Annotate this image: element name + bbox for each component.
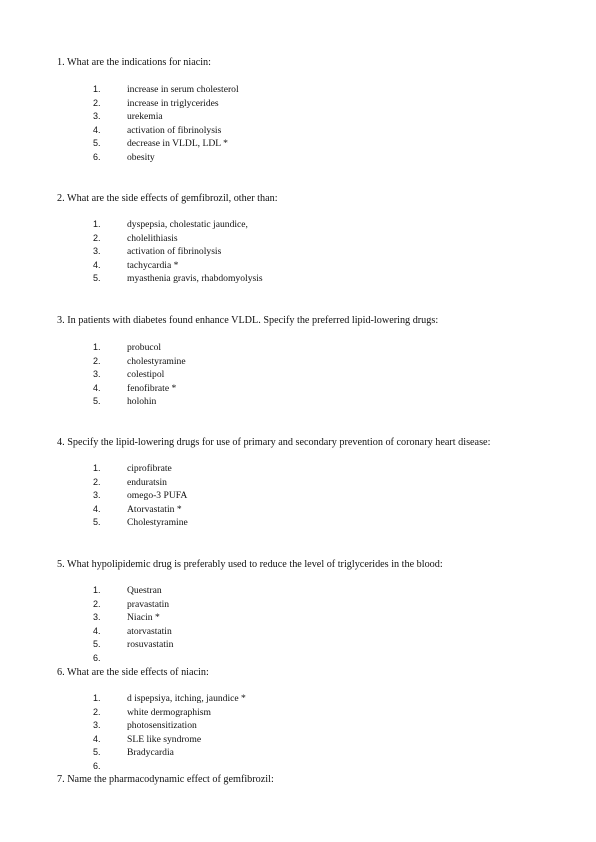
answer-option	[0, 625, 596, 639]
option-text: decrease in VLDL, LDL *	[127, 138, 228, 149]
option-text: cholelithiasis	[127, 232, 178, 244]
option-text: white dermographism	[127, 706, 211, 718]
option-text: Cholestyramine	[127, 517, 188, 528]
answer-option	[0, 598, 596, 612]
answer-option	[0, 638, 596, 652]
option-number: 6.	[93, 760, 101, 771]
option-number: 2.	[93, 355, 101, 366]
answer-option	[0, 760, 596, 774]
option-text: increase in serum cholesterol	[127, 84, 239, 95]
option-number: 2.	[93, 476, 101, 487]
option-number: 5.	[93, 639, 101, 649]
option-number: 3.	[93, 490, 101, 500]
answer-option	[0, 733, 596, 747]
answer-option	[0, 341, 596, 355]
answer-option	[0, 516, 596, 530]
option-number: 1.	[93, 84, 101, 94]
option-text: pravastatin	[127, 598, 170, 610]
option-number: 4.	[93, 733, 101, 744]
option-text: activation of fibrinolysis	[127, 246, 222, 257]
option-number: 5.	[93, 396, 101, 406]
answer-option	[0, 83, 596, 97]
option-number: 2.	[93, 97, 101, 108]
question-7: 7. Name the pharmacodynamic effect of gemfibrozil:	[57, 774, 274, 785]
answer-list-3	[0, 341, 596, 409]
question-6: 6. What are the side effects of niacin:	[57, 667, 209, 678]
answer-option	[0, 355, 596, 369]
option-text: probucol	[127, 342, 162, 353]
answer-option	[0, 110, 596, 124]
option-number: 1.	[93, 693, 101, 703]
answer-option	[0, 489, 596, 503]
option-text: urekemia	[127, 111, 163, 122]
answer-option	[0, 368, 596, 382]
option-number: 3.	[93, 111, 101, 121]
option-number: 4.	[93, 625, 101, 636]
answer-option	[0, 611, 596, 625]
answer-list-2	[0, 218, 596, 286]
option-number: 1.	[93, 463, 101, 473]
answer-option	[0, 151, 596, 165]
answer-option	[0, 706, 596, 720]
option-number: 3.	[93, 246, 101, 256]
option-number: 2.	[93, 706, 101, 717]
option-number: 1.	[93, 342, 101, 352]
option-text: SLE like syndrome	[127, 733, 202, 745]
answer-option	[0, 259, 596, 273]
option-text: increase in triglycerides	[127, 97, 219, 109]
option-text: holohin	[127, 396, 157, 407]
answer-option	[0, 584, 596, 598]
option-text: cholestyramine	[127, 355, 186, 367]
answer-option	[0, 746, 596, 760]
answer-option	[0, 218, 596, 232]
question-3: 3. In patients with diabetes found enhance VLDL. Specify the preferred lipid-lowering drugs:	[57, 315, 439, 326]
option-number: 2.	[93, 598, 101, 609]
answer-option	[0, 97, 596, 111]
option-number: 5.	[93, 138, 101, 148]
question-1: 1. What are the indications for niacin:	[57, 57, 211, 68]
option-text: d ispepsiya, itching, jaundice *	[127, 693, 246, 704]
answer-list-1	[0, 83, 596, 164]
answer-option	[0, 652, 596, 666]
option-text: fenofibrate *	[127, 382, 177, 394]
option-number: 4.	[93, 124, 101, 135]
answer-option	[0, 503, 596, 517]
answer-option	[0, 462, 596, 476]
option-number: 5.	[93, 517, 101, 527]
question-5: 5. What hypolipidemic drug is preferably used to reduce the level of triglycerides in the blood:	[57, 559, 443, 570]
option-text: photosensitization	[127, 720, 197, 731]
question-2: 2. What are the side effects of gemfibrozil, other than:	[57, 193, 278, 204]
answer-option	[0, 124, 596, 138]
option-number: 1.	[93, 585, 101, 595]
answer-option	[0, 272, 596, 286]
answer-option	[0, 395, 596, 409]
option-number: 5.	[93, 747, 101, 757]
option-text: Bradycardia	[127, 747, 174, 758]
option-text: colestipol	[127, 369, 165, 380]
option-text: activation of fibrinolysis	[127, 124, 222, 136]
answer-option	[0, 719, 596, 733]
option-number: 6.	[93, 151, 101, 162]
option-number: 4.	[93, 259, 101, 270]
answer-option	[0, 232, 596, 246]
option-number: 3.	[93, 720, 101, 730]
answer-option	[0, 476, 596, 490]
option-text: rosuvastatin	[127, 639, 174, 650]
option-number: 3.	[93, 612, 101, 622]
option-text: Questran	[127, 585, 162, 596]
option-number: 2.	[93, 232, 101, 243]
option-text: myasthenia gravis, rhabdomyolysis	[127, 273, 263, 284]
option-number: 4.	[93, 382, 101, 393]
answer-list-5	[0, 584, 596, 665]
answer-list-6	[0, 692, 596, 773]
option-text: Atorvastatin *	[127, 503, 182, 515]
option-text: dyspepsia, cholestatic jaundice,	[127, 219, 248, 230]
answer-option	[0, 245, 596, 259]
option-text: enduratsin	[127, 476, 167, 488]
answer-option	[0, 692, 596, 706]
option-number: 1.	[93, 219, 101, 229]
option-number: 5.	[93, 273, 101, 283]
option-number: 4.	[93, 503, 101, 514]
option-number: 6.	[93, 652, 101, 663]
answer-list-4	[0, 462, 596, 530]
option-text: tachycardia *	[127, 259, 179, 271]
answer-option	[0, 137, 596, 151]
option-text: atorvastatin	[127, 625, 172, 637]
answer-option	[0, 382, 596, 396]
option-text: ciprofibrate	[127, 463, 172, 474]
question-4: 4. Specify the lipid-lowering drugs for use of primary and secondary prevention of coronary heart disease:	[57, 437, 491, 448]
option-text: Niacin *	[127, 612, 160, 623]
option-text: omego-3 PUFA	[127, 490, 188, 501]
option-number: 3.	[93, 369, 101, 379]
option-text: obesity	[127, 151, 155, 163]
